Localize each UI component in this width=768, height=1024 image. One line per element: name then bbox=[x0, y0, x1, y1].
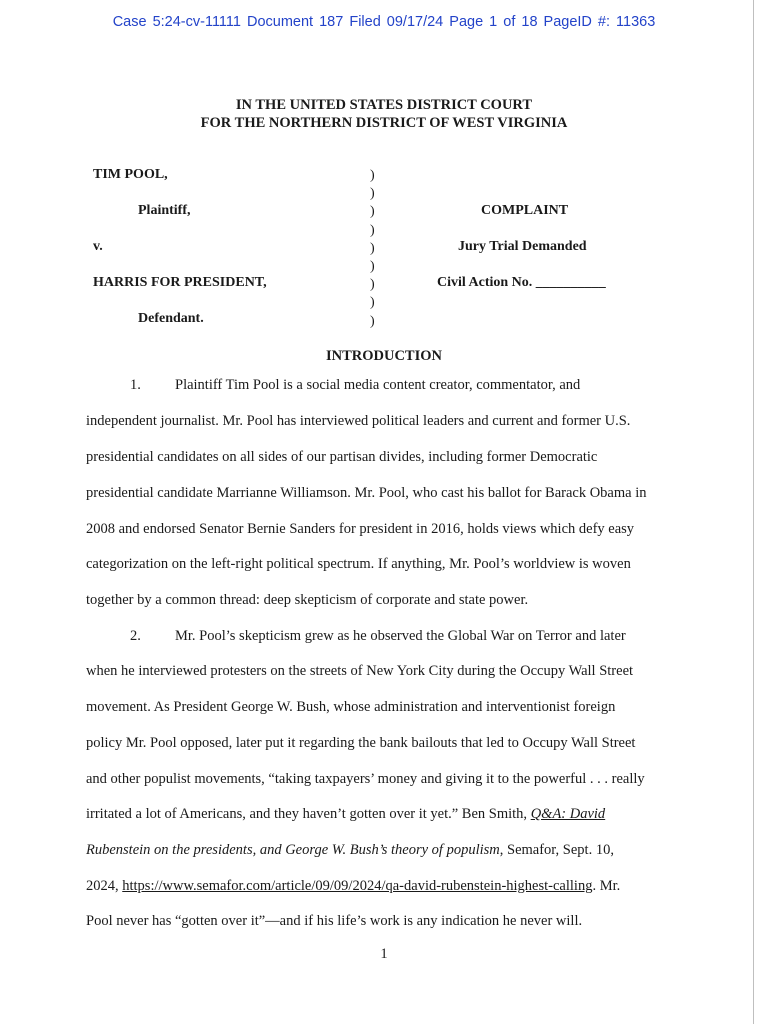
court-title bbox=[0, 96, 768, 132]
body-line: together by a common thread: deep skepticism of corporate and state power. bbox=[86, 592, 529, 608]
document-type: COMPLAINT bbox=[481, 203, 569, 218]
body-text: , Semafor, Sept. 10, bbox=[499, 842, 614, 858]
body-line: Plaintiff Tim Pool is a social media content creator, commentator, and bbox=[175, 377, 581, 393]
paragraph-number: 1. bbox=[130, 377, 141, 393]
body-line: policy Mr. Pool opposed, later put it regarding the bank bailouts that led to Occupy Wall Street bbox=[86, 735, 636, 751]
body-line: 2008 and endorsed Senator Bernie Sanders for president in 2016, holds views which defy easy bbox=[86, 521, 635, 537]
body-line: and other populist movements, “taking taxpayers’ money and giving it to the powerful . . . really bbox=[86, 771, 645, 787]
body-line: categorization on the left-right political spectrum. If anything, Mr. Pool’s worldview is woven bbox=[86, 556, 631, 572]
body-line: presidential candidates on all sides of our partisan divides, including former Democratic bbox=[86, 449, 598, 465]
plaintiff-name: TIM POOL, bbox=[93, 167, 168, 182]
body-line: independent journalist. Mr. Pool has interviewed political leaders and current and former U.S. bbox=[86, 413, 631, 429]
civil-action-number: Civil Action No. __________ bbox=[437, 275, 606, 290]
page-edge-line bbox=[753, 0, 754, 1024]
court-title-line-1: IN THE UNITED STATES DISTRICT COURT bbox=[235, 97, 533, 113]
plaintiff-role: Plaintiff, bbox=[138, 203, 191, 218]
body-text: 2024, bbox=[86, 878, 123, 894]
body-line: Pool never has “gotten over it”—and if his life’s work is any indication he never will. bbox=[86, 913, 583, 929]
body-line: Mr. Pool’s skepticism grew as he observed the Global War on Terror and later bbox=[175, 628, 626, 644]
body-line: when he interviewed protesters on the streets of New York City during the Occupy Wall Street bbox=[86, 663, 634, 679]
citation-link[interactable]: https://www.semafor.com/article/09/09/2024/qa-david-rubenstein-highest-calling bbox=[122, 878, 593, 894]
paragraph-number: 2. bbox=[130, 628, 141, 644]
defendant-name: HARRIS FOR PRESIDENT, bbox=[93, 275, 267, 290]
section-heading: INTRODUCTION bbox=[325, 348, 442, 364]
defendant-role: Defendant. bbox=[138, 311, 204, 326]
page-number: 1 bbox=[380, 946, 388, 962]
body-line: movement. As President George W. Bush, whose administration and interventionist foreign bbox=[86, 699, 616, 715]
body-text: . Mr. bbox=[592, 878, 621, 894]
court-title-line-2: FOR THE NORTHERN DISTRICT OF WEST VIRGINIA bbox=[200, 115, 568, 131]
article-title-citation: Rubenstein on the presidents, and George W. Bush’s theory of populism bbox=[86, 842, 500, 858]
body-text: irritated a lot of Americans, and they haven’t gotten over it yet.” Ben Smith, bbox=[86, 806, 531, 822]
body-line bbox=[86, 842, 614, 859]
case-header-stamp: Case 5:24-cv-11111 Document 187 Filed 09/17/24 Page 1 of 18 PageID #: 11363 bbox=[112, 14, 656, 30]
caption-parentheses: ) ) ) ) ) ) ) ) ) bbox=[370, 168, 375, 329]
versus: v. bbox=[93, 239, 103, 254]
body-line bbox=[86, 878, 620, 895]
jury-demand: Jury Trial Demanded bbox=[458, 239, 587, 254]
body-line: presidential candidate Marrianne Williamson. Mr. Pool, who cast his ballot for Barack Obama in bbox=[86, 485, 647, 501]
article-title-citation: Q&A: David bbox=[530, 806, 606, 822]
body-line bbox=[86, 806, 605, 823]
